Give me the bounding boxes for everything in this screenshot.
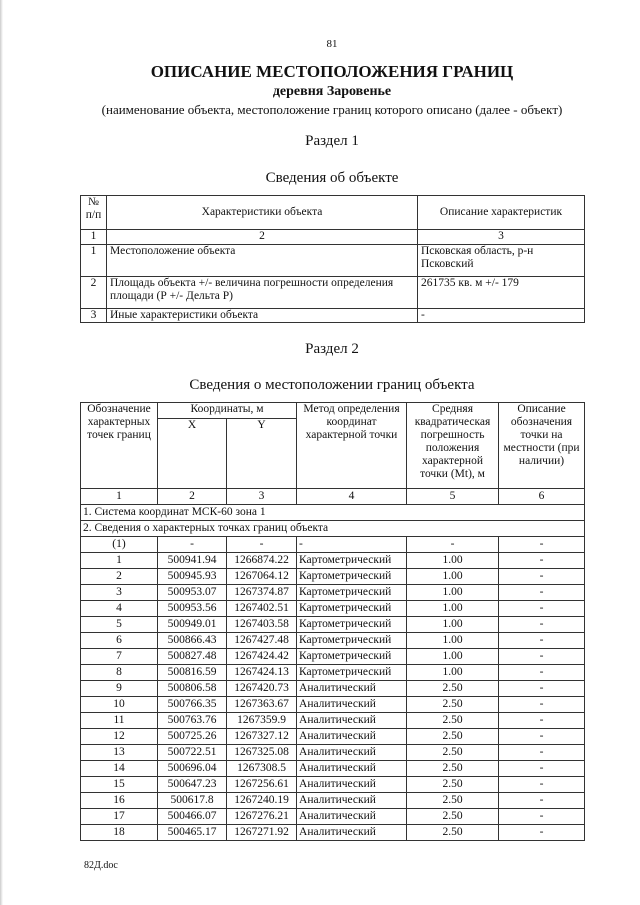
table-row: [81, 309, 585, 323]
point-id: 17: [81, 809, 158, 825]
description: -: [499, 585, 585, 601]
method: Картометрический: [297, 617, 407, 633]
row-number: 3: [81, 309, 107, 323]
error: 2.50: [407, 745, 499, 761]
footer-filename: 82Д.doc: [84, 860, 118, 871]
point-id: 10: [81, 697, 158, 713]
y-coord: 1267424.13: [227, 665, 297, 681]
y-coord: 1267374.87: [227, 585, 297, 601]
error: 1.00: [407, 569, 499, 585]
description: -: [499, 601, 585, 617]
row-value: Псковская область, р-н Псковский: [418, 245, 585, 277]
y-coord: 1267327.12: [227, 729, 297, 745]
y-coord: 1267064.12: [227, 569, 297, 585]
method: Аналитический: [297, 825, 407, 841]
table-row: [81, 761, 585, 777]
method: Аналитический: [297, 761, 407, 777]
col-number: 6: [499, 489, 585, 505]
error: 1.00: [407, 649, 499, 665]
table-row: [81, 809, 585, 825]
y-coord: -: [227, 537, 297, 553]
scan-edge: [0, 0, 3, 905]
description: -: [499, 777, 585, 793]
description: -: [499, 697, 585, 713]
row-value: 261735 кв. м +/- 179: [418, 277, 585, 309]
table-row: [81, 825, 585, 841]
point-id: 8: [81, 665, 158, 681]
x-coord: 500696.04: [158, 761, 227, 777]
y-coord: 1267402.51: [227, 601, 297, 617]
y-coord: 1267240.19: [227, 793, 297, 809]
boundary-points-table: [80, 402, 585, 841]
error: -: [407, 537, 499, 553]
method: Аналитический: [297, 809, 407, 825]
method: Картометрический: [297, 649, 407, 665]
error: 2.50: [407, 825, 499, 841]
y-coord: 1267427.48: [227, 633, 297, 649]
description: -: [499, 649, 585, 665]
description: -: [499, 553, 585, 569]
description: -: [499, 745, 585, 761]
section1-table-title: Сведения об объекте: [265, 170, 399, 186]
error: 2.50: [407, 777, 499, 793]
header-y: Y: [227, 419, 297, 489]
col-number: 3: [418, 230, 585, 245]
description: -: [499, 793, 585, 809]
description: -: [499, 537, 585, 553]
table-row: [81, 681, 585, 697]
point-id: (1): [81, 537, 158, 553]
y-coord: 1266874.22: [227, 553, 297, 569]
document-title: ОПИСАНИЕ МЕСТОПОЛОЖЕНИЯ ГРАНИЦ: [150, 62, 514, 81]
y-coord: 1267403.58: [227, 617, 297, 633]
method: Картометрический: [297, 553, 407, 569]
method: Картометрический: [297, 569, 407, 585]
header-coords: Координаты, м: [158, 403, 297, 419]
method: Картометрический: [297, 665, 407, 681]
header-method: Метод определения координат характерной точки: [297, 403, 407, 489]
header-description: Описание характеристик: [418, 196, 585, 230]
col-number: 2: [158, 489, 227, 505]
point-id: 6: [81, 633, 158, 649]
row-name: Иные характеристики объекта: [107, 309, 418, 323]
point-id: 7: [81, 649, 158, 665]
row-number: 1: [81, 245, 107, 277]
point-id: 18: [81, 825, 158, 841]
page-number: 81: [326, 38, 338, 50]
error: 1.00: [407, 601, 499, 617]
table-row: [81, 729, 585, 745]
x-coord: 500816.59: [158, 665, 227, 681]
x-coord: 500617.8: [158, 793, 227, 809]
description: -: [499, 761, 585, 777]
point-id: 14: [81, 761, 158, 777]
error: 2.50: [407, 793, 499, 809]
y-coord: 1267359.9: [227, 713, 297, 729]
description: -: [499, 825, 585, 841]
error: 1.00: [407, 617, 499, 633]
x-coord: 500941.94: [158, 553, 227, 569]
y-coord: 1267420.73: [227, 681, 297, 697]
x-coord: 500953.56: [158, 601, 227, 617]
error: 1.00: [407, 665, 499, 681]
method: Аналитический: [297, 745, 407, 761]
y-coord: 1267256.61: [227, 777, 297, 793]
method: Аналитический: [297, 713, 407, 729]
point-id: 11: [81, 713, 158, 729]
col-number: 1: [81, 489, 158, 505]
table-row: [81, 665, 585, 681]
col-number: 4: [297, 489, 407, 505]
method: Картометрический: [297, 633, 407, 649]
y-coord: 1267363.67: [227, 697, 297, 713]
table-row: [81, 245, 585, 277]
section2-table-title: Сведения о местоположении границ объекта: [189, 377, 475, 393]
description: -: [499, 713, 585, 729]
row-name: Местоположение объекта: [107, 245, 418, 277]
point-id: 13: [81, 745, 158, 761]
x-coord: 500806.58: [158, 681, 227, 697]
description: -: [499, 633, 585, 649]
header-point: Обозначение характерных точек границ: [81, 403, 158, 489]
x-coord: 500949.01: [158, 617, 227, 633]
method: Аналитический: [297, 777, 407, 793]
point-id: 12: [81, 729, 158, 745]
coord-system: 1. Система координат МСК-60 зона 1: [81, 505, 585, 521]
point-id: 2: [81, 569, 158, 585]
row-value: -: [418, 309, 585, 323]
section2-heading: Раздел 2: [305, 341, 359, 357]
point-id: 9: [81, 681, 158, 697]
y-coord: 1267325.08: [227, 745, 297, 761]
table-row: [81, 569, 585, 585]
description: -: [499, 569, 585, 585]
x-coord: 500725.26: [158, 729, 227, 745]
method: Аналитический: [297, 697, 407, 713]
y-coord: 1267271.92: [227, 825, 297, 841]
method: Картометрический: [297, 585, 407, 601]
header-characteristics: Характеристики объекта: [107, 196, 418, 230]
x-coord: 500953.07: [158, 585, 227, 601]
error: 1.00: [407, 585, 499, 601]
error: 2.50: [407, 713, 499, 729]
object-note: (наименование объекта, местоположение границ которого описано (далее - объект): [101, 102, 563, 117]
table-row: [81, 649, 585, 665]
method: Аналитический: [297, 793, 407, 809]
point-id: 1: [81, 553, 158, 569]
description: -: [499, 617, 585, 633]
x-coord: 500827.48: [158, 649, 227, 665]
x-coord: 500466.07: [158, 809, 227, 825]
x-coord: 500465.17: [158, 825, 227, 841]
error: 2.50: [407, 697, 499, 713]
object-name: деревня Заровенье: [272, 84, 392, 99]
header-error: Средняя квадратическая погрешность положения характерной точки (Mt), м: [407, 403, 499, 489]
x-coord: 500945.93: [158, 569, 227, 585]
table-row: [81, 633, 585, 649]
point-id: 3: [81, 585, 158, 601]
col-number: 1: [81, 230, 107, 245]
method: Аналитический: [297, 729, 407, 745]
error: 1.00: [407, 633, 499, 649]
x-coord: -: [158, 537, 227, 553]
description: -: [499, 681, 585, 697]
table-row: [81, 601, 585, 617]
error: 2.50: [407, 761, 499, 777]
col-number: 3: [227, 489, 297, 505]
point-id: 16: [81, 793, 158, 809]
col-number: 5: [407, 489, 499, 505]
table-row: [81, 713, 585, 729]
description: -: [499, 809, 585, 825]
point-id: 5: [81, 617, 158, 633]
y-coord: 1267424.42: [227, 649, 297, 665]
x-coord: 500763.76: [158, 713, 227, 729]
description: -: [499, 665, 585, 681]
table-row: [81, 617, 585, 633]
y-coord: 1267276.21: [227, 809, 297, 825]
method: -: [297, 537, 407, 553]
row-number: 2: [81, 277, 107, 309]
table-row: [81, 697, 585, 713]
point-id: 4: [81, 601, 158, 617]
section1-heading: Раздел 1: [305, 133, 359, 149]
row-name: Площадь объекта +/- величина погрешности определения площади (Р +/- Дельта Р): [107, 277, 418, 309]
table-row: [81, 277, 585, 309]
point-id: 15: [81, 777, 158, 793]
table-row: [81, 585, 585, 601]
table-row: [81, 553, 585, 569]
header-number: № п/п: [81, 196, 107, 230]
y-coord: 1267308.5: [227, 761, 297, 777]
error: 2.50: [407, 681, 499, 697]
error: 2.50: [407, 809, 499, 825]
table-row: [81, 537, 585, 553]
table-row: [81, 745, 585, 761]
x-coord: 500766.35: [158, 697, 227, 713]
method: Картометрический: [297, 601, 407, 617]
error: 2.50: [407, 729, 499, 745]
x-coord: 500722.51: [158, 745, 227, 761]
header-x: X: [158, 419, 227, 489]
method: Аналитический: [297, 681, 407, 697]
table-row: [81, 793, 585, 809]
header-description: Описание обозначения точки на местности (при наличии): [499, 403, 585, 489]
x-coord: 500866.43: [158, 633, 227, 649]
x-coord: 500647.23: [158, 777, 227, 793]
table-row: [81, 777, 585, 793]
description: -: [499, 729, 585, 745]
points-heading: 2. Сведения о характерных точках границ объекта: [81, 521, 585, 537]
object-info-table: [80, 195, 585, 323]
col-number: 2: [107, 230, 418, 245]
error: 1.00: [407, 553, 499, 569]
